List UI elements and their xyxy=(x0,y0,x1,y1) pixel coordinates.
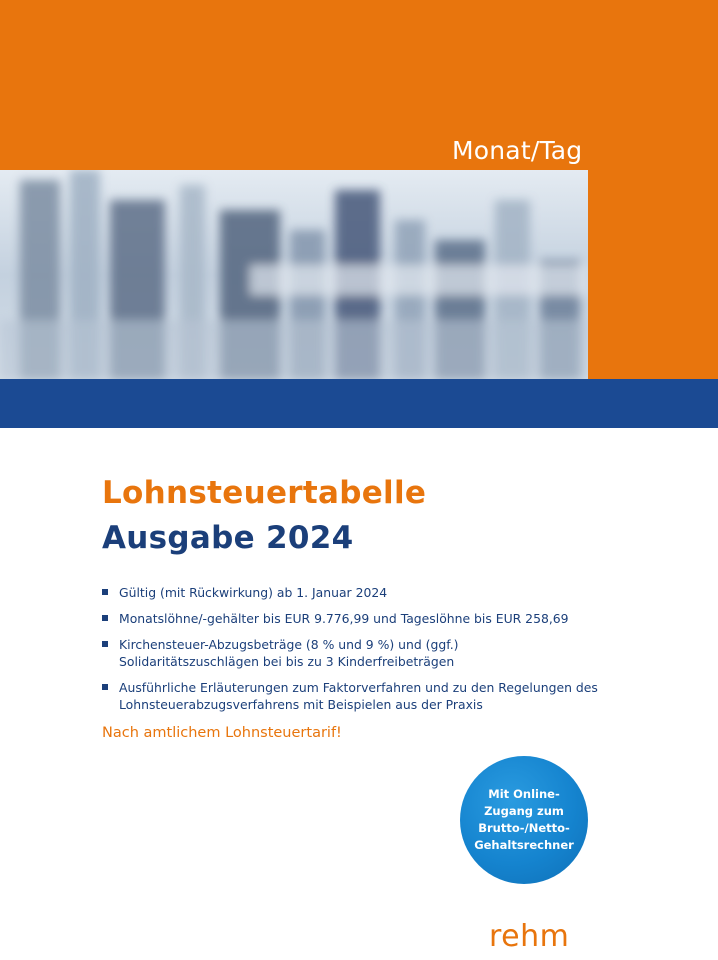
feature-item xyxy=(102,610,602,627)
online-access-badge xyxy=(460,756,588,884)
feature-item xyxy=(102,636,602,670)
blurred-buildings-image xyxy=(0,170,588,380)
square-bullet-icon xyxy=(102,684,108,690)
feature-item xyxy=(102,584,602,601)
feature-list xyxy=(102,584,602,722)
title-line-2: Ausgabe 2024 xyxy=(102,520,354,556)
edition-label: Monat/Tag xyxy=(452,136,583,165)
feature-text: Ausführliche Erläuterungen zum Faktorverfahren und zu den Regelungen des Lohnsteuerabzugsverfahrens mit Beispielen aus der Praxis xyxy=(119,680,598,712)
cover-photo xyxy=(0,170,588,380)
publisher-logo: rehm xyxy=(489,919,570,954)
blue-band xyxy=(0,379,718,428)
feature-item xyxy=(102,679,602,713)
title-line-1: Lohnsteuertabelle xyxy=(102,475,427,511)
square-bullet-icon xyxy=(102,641,108,647)
badge-text: Mit Online- Zugang zum Brutto-/Netto- Gehaltsrechner xyxy=(474,787,574,852)
square-bullet-icon xyxy=(102,615,108,621)
square-bullet-icon xyxy=(102,589,108,595)
feature-text: Kirchensteuer-Abzugsbeträge (8 % und 9 %) und (ggf.) Solidaritätszuschlägen bei bis zu 3 Kinderfreibeträgen xyxy=(119,637,459,669)
feature-text: Gültig (mit Rückwirkung) ab 1. Januar 2024 xyxy=(119,585,388,600)
tagline: Nach amtlichem Lohnsteuertarif! xyxy=(102,725,342,741)
feature-text: Monatslöhne/-gehälter bis EUR 9.776,99 und Tageslöhne bis EUR 258,69 xyxy=(119,611,569,626)
